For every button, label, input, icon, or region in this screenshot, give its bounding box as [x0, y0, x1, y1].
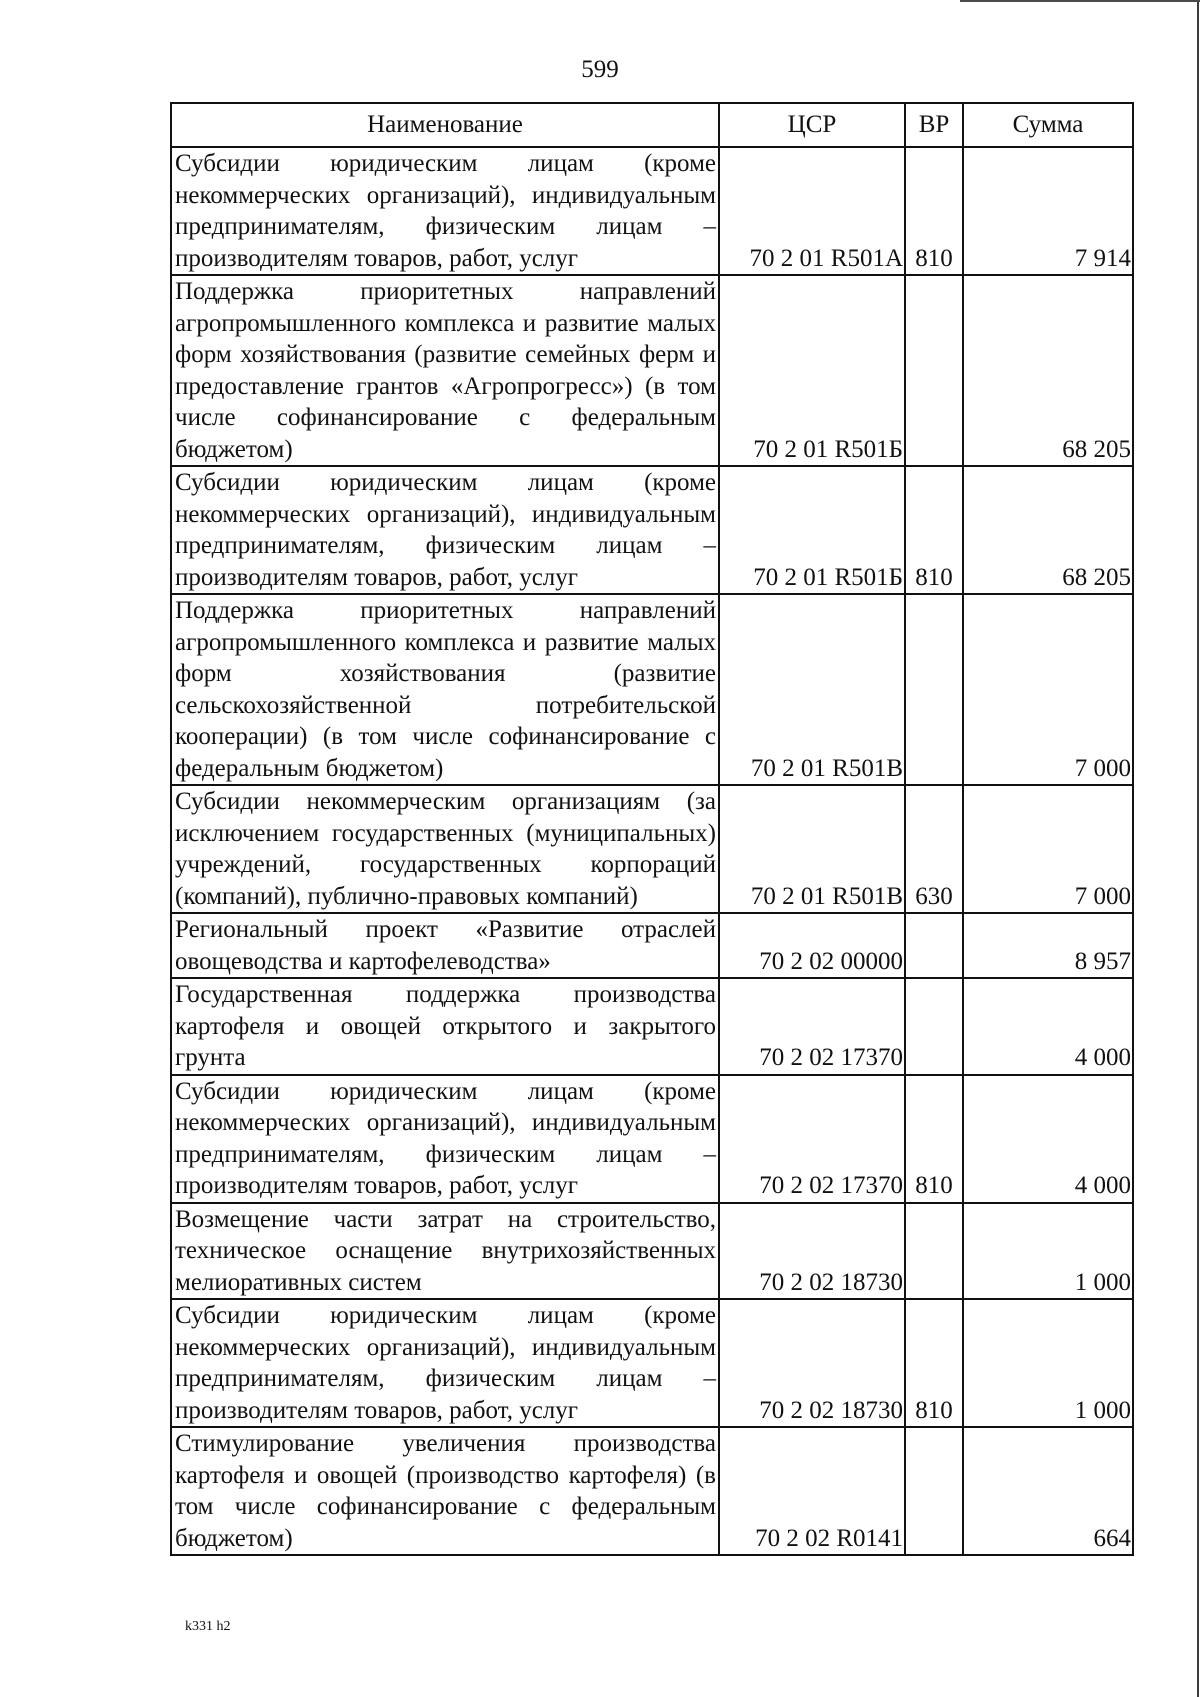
row-sum: 4 000 [963, 1075, 1133, 1203]
row-sum: 664 [963, 1427, 1133, 1555]
row-vr [905, 594, 963, 785]
row-sum: 7 000 [963, 594, 1133, 785]
row-vr: 810 [905, 466, 963, 594]
row-name: Субсидии юридическим лицам (кроме некоммерческих организаций), индивидуальным предпринимателям, физическим лицам – производителям товаров, работ, услуг [171, 1075, 719, 1203]
budget-table [170, 102, 1134, 1556]
table-row [171, 466, 1133, 594]
row-vr: 630 [905, 785, 963, 913]
row-name: Субсидии юридическим лицам (кроме некоммерческих организаций), индивидуальным предпринимателям, физическим лицам – производителям товаров, работ, услуг [171, 1299, 719, 1427]
row-csr: 70 2 02 18730 [719, 1203, 905, 1300]
row-sum: 7 914 [963, 147, 1133, 275]
scan-edge-top [960, 0, 1200, 2]
header-sum: Сумма [963, 103, 1133, 147]
row-name: Государственная поддержка производства картофеля и овощей открытого и закрытого грунта [171, 978, 719, 1075]
table-row [171, 1299, 1133, 1427]
row-name: Региональный проект «Развитие отраслей овощеводства и картофелеводства» [171, 913, 719, 978]
row-name: Стимулирование увеличения производства картофеля и овощей (производство картофеля) (в том числе софинансирование с федеральным бюджетом) [171, 1427, 719, 1555]
table-header-row [171, 103, 1133, 147]
row-vr: 810 [905, 1075, 963, 1203]
table-row [171, 147, 1133, 275]
row-sum: 1 000 [963, 1203, 1133, 1300]
row-vr [905, 275, 963, 466]
table-row [171, 1075, 1133, 1203]
table-row [171, 978, 1133, 1075]
row-sum: 8 957 [963, 913, 1133, 978]
scan-edge-right [1197, 0, 1199, 1697]
row-csr: 70 2 01 R501Б [719, 275, 905, 466]
row-vr [905, 978, 963, 1075]
header-csr: ЦСР [719, 103, 905, 147]
table-row [171, 785, 1133, 913]
table-row [171, 1203, 1133, 1300]
header-name: Наименование [171, 103, 719, 147]
row-sum: 68 205 [963, 466, 1133, 594]
row-sum: 68 205 [963, 275, 1133, 466]
row-csr: 70 2 01 R501А [719, 147, 905, 275]
row-sum: 1 000 [963, 1299, 1133, 1427]
row-csr: 70 2 02 17370 [719, 978, 905, 1075]
row-vr [905, 1203, 963, 1300]
row-sum: 7 000 [963, 785, 1133, 913]
table-row [171, 1427, 1133, 1555]
row-csr: 70 2 02 R0141 [719, 1427, 905, 1555]
row-csr: 70 2 02 17370 [719, 1075, 905, 1203]
page-number: 599 [581, 56, 619, 83]
row-csr: 70 2 02 00000 [719, 913, 905, 978]
table-row [171, 594, 1133, 785]
row-vr [905, 1427, 963, 1555]
row-vr: 810 [905, 1299, 963, 1427]
row-csr: 70 2 01 R501Б [719, 466, 905, 594]
row-csr: 70 2 02 18730 [719, 1299, 905, 1427]
row-name: Субсидии некоммерческим организациям (за исключением государственных (муниципальных) учреждений, государственных корпораций (компаний), публично-правовых компаний) [171, 785, 719, 913]
row-vr [905, 913, 963, 978]
table-row [171, 913, 1133, 978]
header-vr: ВР [905, 103, 963, 147]
row-name: Субсидии юридическим лицам (кроме некоммерческих организаций), индивидуальным предпринимателям, физическим лицам – производителям товаров, работ, услуг [171, 147, 719, 275]
row-name: Поддержка приоритетных направлений агропромышленного комплекса и развитие малых форм хозяйствования (развитие сельскохозяйственной потребительской кооперации) (в том числе софинансирование с федеральным бюджетом) [171, 594, 719, 785]
row-csr: 70 2 01 R501В [719, 785, 905, 913]
row-csr: 70 2 01 R501В [719, 594, 905, 785]
row-name: Субсидии юридическим лицам (кроме некоммерческих организаций), индивидуальным предпринимателям, физическим лицам – производителям товаров, работ, услуг [171, 466, 719, 594]
row-name: Возмещение части затрат на строительство, техническое оснащение внутрихозяйственных мелиоративных систем [171, 1203, 719, 1300]
row-vr: 810 [905, 147, 963, 275]
row-sum: 4 000 [963, 978, 1133, 1075]
document-code: k331 h2 [185, 1619, 231, 1634]
table-row [171, 275, 1133, 466]
row-name: Поддержка приоритетных направлений агропромышленного комплекса и развитие малых форм хозяйствования (развитие семейных ферм и предоставление грантов «Агропрогресс») (в том числе софинансирование с федеральным бюджетом) [171, 275, 719, 466]
